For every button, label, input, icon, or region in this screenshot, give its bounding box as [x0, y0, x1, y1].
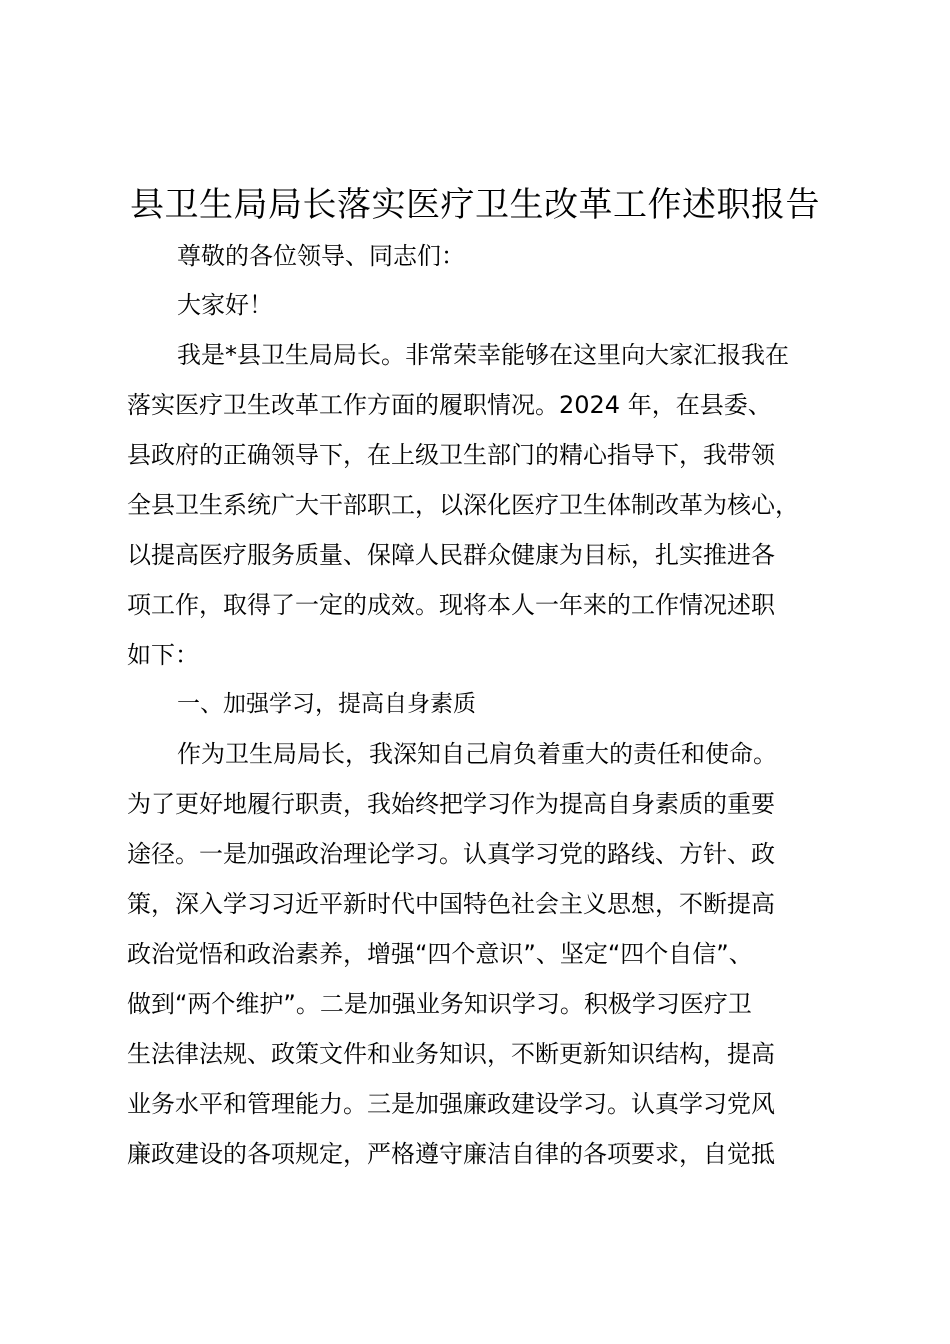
paragraph-line: 作为卫生局局长，我深知自己肩负着重大的责任和使命。 — [177, 740, 777, 768]
salutation: 尊敬的各位领导、同志们： — [177, 242, 465, 270]
paragraph-line: 全县卫生系统广大干部职工，以深化医疗卫生体制改革为核心， — [127, 491, 799, 519]
paragraph-line: 途径。一是加强政治理论学习。认真学习党的路线、方针、政 — [127, 840, 775, 868]
paragraph-line: 我是*县卫生局局长。非常荣幸能够在这里向大家汇报我在 — [177, 341, 789, 369]
paragraph-line: 以提高医疗服务质量、保障人民群众健康为目标，扎实推进各 — [127, 541, 775, 569]
greeting: 大家好！ — [177, 291, 273, 319]
paragraph-line: 业务水平和管理能力。三是加强廉政建设学习。认真学习党风 — [127, 1090, 775, 1118]
paragraph-line: 做到“两个维护”。二是加强业务知识学习。积极学习医疗卫 — [127, 990, 752, 1018]
paragraph-line: 生法律法规、政策文件和业务知识，不断更新知识结构，提高 — [127, 1040, 775, 1068]
section-heading: 一、加强学习，提高自身素质 — [177, 691, 476, 717]
paragraph-line: 廉政建设的各项规定，严格遵守廉洁自律的各项要求，自觉抵 — [127, 1140, 775, 1168]
paragraph-line: 政治觉悟和政治素养，增强“四个意识”、坚定“四个自信”、 — [127, 940, 753, 968]
paragraph-line: 策，深入学习习近平新时代中国特色社会主义思想，不断提高 — [127, 890, 775, 918]
paragraph-line: 项工作，取得了一定的成效。现将本人一年来的工作情况述职 — [127, 591, 775, 619]
document-title: 县卫生局局长落实医疗卫生改革工作述职报告 — [130, 185, 820, 225]
paragraph-line: 落实医疗卫生改革工作方面的履职情况。2024 年，在县委、 — [127, 391, 772, 419]
paragraph-line: 县政府的正确领导下，在上级卫生部门的精心指导下，我带领 — [127, 441, 775, 469]
paragraph-line: 为了更好地履行职责，我始终把学习作为提高自身素质的重要 — [127, 790, 775, 818]
paragraph-line: 如下： — [127, 641, 199, 669]
